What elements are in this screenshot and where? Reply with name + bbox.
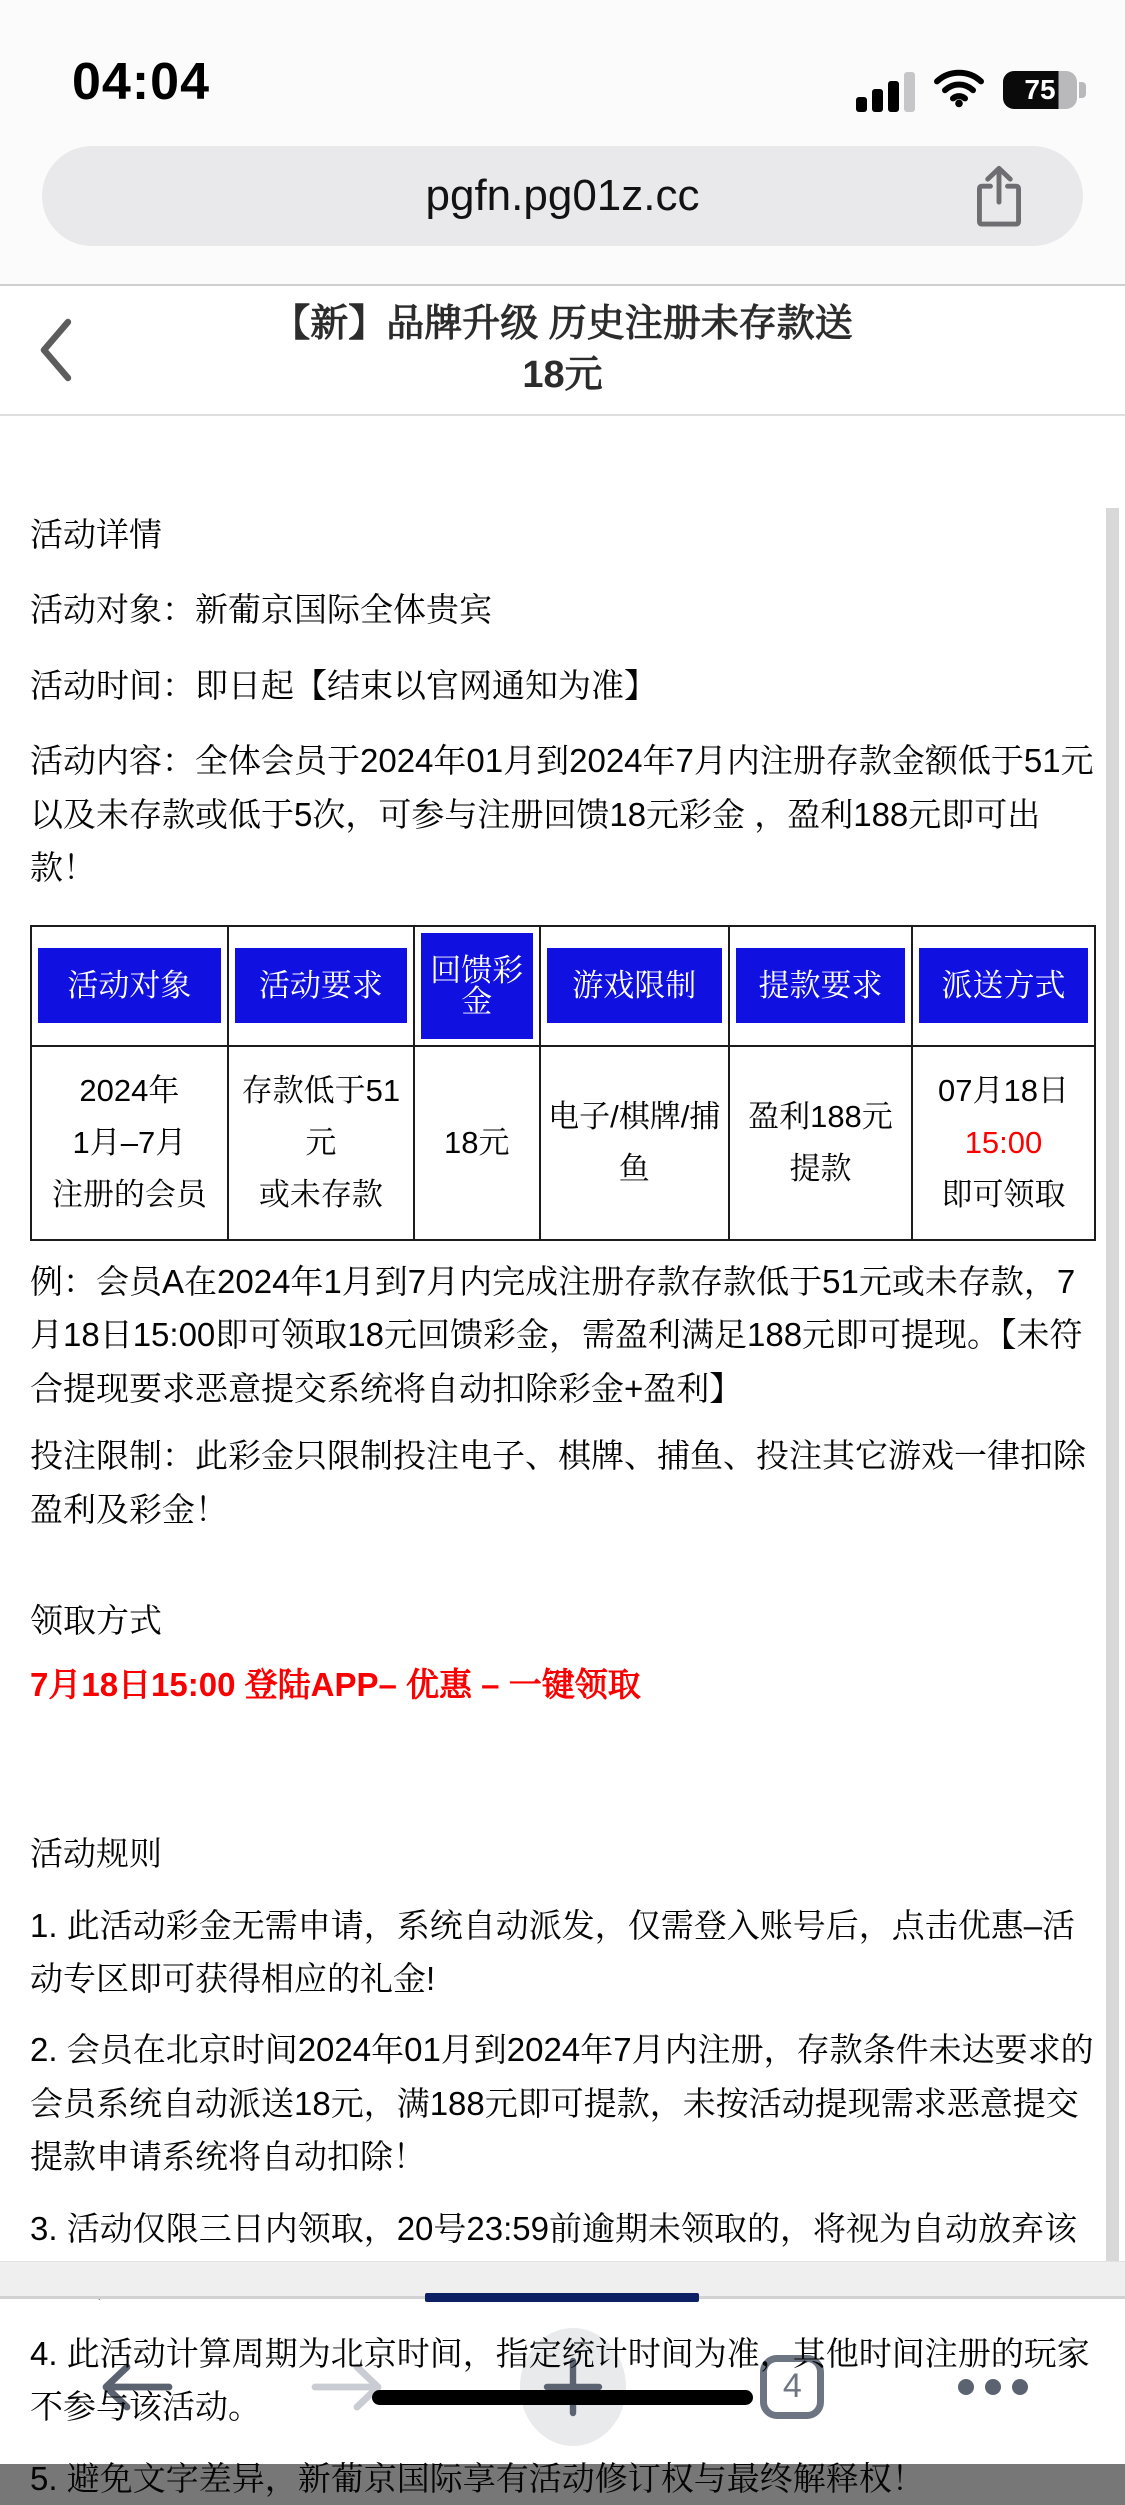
- page-title-line2: 18元: [522, 354, 603, 396]
- col-header-games: 游戏限制: [547, 948, 722, 1023]
- address-bar[interactable]: [42, 146, 1083, 246]
- col-header-delivery: 派送方式: [919, 948, 1088, 1023]
- example-text: 例：会员A在2024年1月到7月内完成注册存款存款低于51元或未存款，7月18日15:00即可领取18元回馈彩金，需盈利满足188元即可提现。【未符合提现要求恶意提交系统将自动扣除彩金+盈利】: [30, 1262, 1083, 1407]
- home-indicator[interactable]: [372, 2390, 753, 2405]
- col-header-bonus: 回馈彩金: [421, 933, 533, 1039]
- claim-instruction: 7月18日15:00 登陆APP– 优惠 – 一键领取: [30, 1665, 641, 1703]
- battery-icon: [1003, 71, 1077, 109]
- horizontal-scrollbar[interactable]: [425, 2293, 699, 2302]
- clock: 04:04: [72, 53, 210, 111]
- tab-count: 4: [782, 2367, 802, 2405]
- claim-heading: 领取方式: [30, 1602, 162, 1640]
- wifi-icon: [933, 67, 985, 112]
- promo-table: [30, 925, 1096, 1241]
- battery-percent: 75: [1024, 73, 1056, 105]
- activity-time: 活动时间：即日起【结束以官网通知为准】: [30, 666, 657, 704]
- page-header: [0, 286, 1125, 414]
- rule-2: 2. 会员在北京时间2024年01月到2024年7月内注册，存款条件未达要求的会员系统自动派送18元，满188元即可提款，未按活动提现需求恶意提交提款申请系统将自动扣除！: [30, 2031, 1094, 2176]
- browser-chrome-top: [0, 130, 1125, 284]
- url-text: pgfn.pg01z.cc: [425, 171, 700, 220]
- signal-icon: [856, 68, 915, 112]
- activity-desc: 活动内容：全体会员于2024年01月到2024年7月内注册存款金额低于51元以及未存款或低于5次，可参与注册回馈18元彩金 ，盈利188元即可出款！: [30, 742, 1094, 887]
- content-bottom-gap: [0, 2261, 1125, 2299]
- page-title: [272, 299, 853, 402]
- delivery-time-red: 15:00: [964, 1124, 1043, 1160]
- status-bar: [0, 0, 1125, 130]
- col-header-withdraw: 提款要求: [736, 948, 905, 1023]
- rules-heading: 活动规则: [30, 1835, 162, 1873]
- header-divider: [0, 414, 1125, 416]
- rule-5: 5. 避免文字差异，新葡京国际享有活动修订权与最终解释权！: [30, 2459, 925, 2497]
- share-button[interactable]: [969, 163, 1029, 229]
- detail-heading: 活动详情: [30, 516, 162, 553]
- rule-1: 1. 此活动彩金无需申请，系统自动派发，仅需登入账号后，点击优惠–活动专区即可获得相应的礼金!: [30, 1906, 1076, 1998]
- cell-bonus: 18元: [414, 1046, 540, 1240]
- page-title-line1: 【新】品牌升级 历史注册未存款送: [272, 302, 853, 345]
- page-content: [0, 508, 1125, 2497]
- cell-games: 电子/棋牌/捕鱼: [540, 1046, 729, 1240]
- col-header-audience: 活动对象: [38, 948, 221, 1023]
- rules-list: [30, 1899, 1095, 2505]
- battery-nub: [1079, 82, 1086, 98]
- status-icons: [856, 67, 1077, 112]
- cell-audience: 2024年 1月–7月 注册的会员: [31, 1046, 228, 1240]
- rule-4: 4. 此活动计算周期为北京时间，指定统计时间为准，其他时间注册的玩家不参与该活动。: [30, 2334, 1090, 2426]
- table-header-row: [31, 926, 1095, 1046]
- vertical-scrollbar[interactable]: [1106, 508, 1119, 2261]
- col-header-requirement: 活动要求: [235, 948, 407, 1023]
- cell-delivery: 07月18日 15:00 即可领取: [912, 1046, 1095, 1240]
- activity-target: 活动对象：新葡京国际全体贵宾: [30, 591, 492, 629]
- cell-withdraw: 盈利188元 提款: [729, 1046, 912, 1240]
- table-row: [31, 1046, 1095, 1240]
- cell-requirement: 存款低于51元 或未存款: [228, 1046, 414, 1240]
- back-chevron-icon: [44, 322, 68, 378]
- rule-3: 3. 活动仅限三日内领取，20号23:59前逾期未领取的，将视为自动放弃该: [30, 2202, 1095, 2309]
- back-button[interactable]: [30, 312, 80, 388]
- bet-limit-text: 投注限制：此彩金只限制投注电子、棋牌、捕鱼、投注其它游戏一律扣除盈利及彩金！: [30, 1437, 1086, 1528]
